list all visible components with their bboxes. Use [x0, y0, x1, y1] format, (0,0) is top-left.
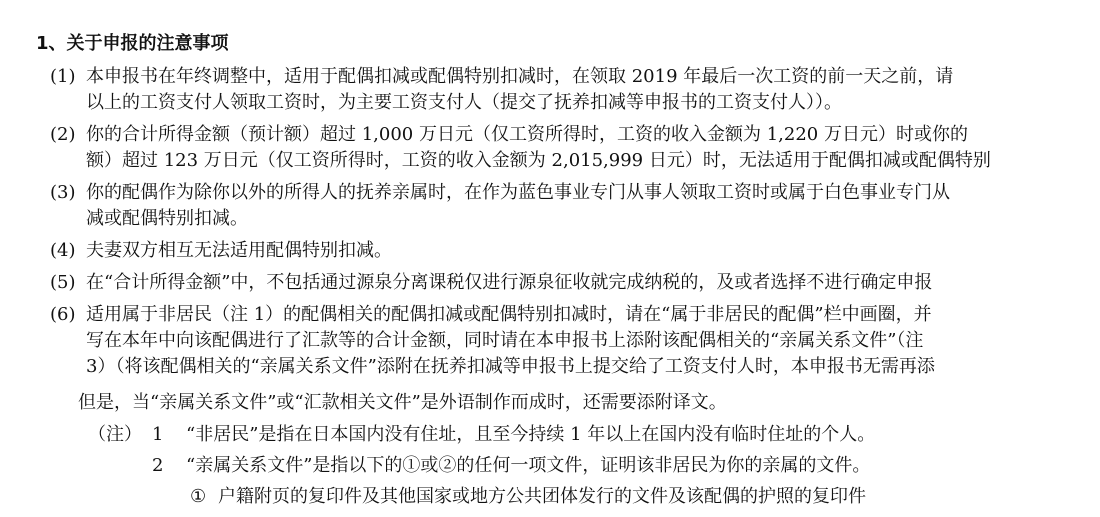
note-number: 1: [152, 424, 164, 445]
item-number: (1): [50, 66, 76, 87]
item-number: (5): [50, 272, 76, 293]
item-number: (6): [50, 304, 76, 325]
note-text: “亲属关系文件”是指以下的①或②的任何一项文件，证明该非居民为你的亲属的文件。: [186, 455, 871, 476]
item-text-line: 夫妻双方相互无法适用配偶特别扣减。: [86, 240, 392, 261]
note-sub-mark: ①: [190, 486, 207, 507]
item-text-line: 你的配偶作为除你以外的所得人的抚养亲属时，在作为蓝色事业专门从事人领取工资时或属于白色事业专门从: [86, 182, 950, 203]
item-text-line: 在“合计所得金额”中，不包括通过源泉分离课税仅进行源泉征收就完成纳税的，及或者选择不进行确定申报: [86, 272, 933, 293]
note-number: 2: [152, 455, 164, 476]
item-text-line: 本申报书在年终调整中，适用于配偶扣减或配偶特别扣减时，在领取 2019 年最后一次工资的前一天之前，请: [86, 66, 954, 87]
item-text-line: 减或配偶特别扣减。: [86, 208, 248, 229]
item-text-line: 适用属于非居民（注 1）的配偶相关的配偶扣减或配偶特别扣减时，请在“属于非居民的配偶”栏中画圈，并: [86, 304, 932, 325]
item-number: (4): [50, 240, 76, 261]
item-text-line: 但是，当“亲属关系文件”或“汇款相关文件”是外语制作而成时，还需要添附译文。: [78, 392, 727, 413]
item-number: (2): [50, 124, 76, 145]
section-heading: 1、关于申报的注意事项: [36, 33, 229, 54]
item-text-line: 你的合计所得金额（预计额）超过 1,000 万日元（仅工资所得时，工资的收入金额为 1,220 万日元）时或你的: [86, 124, 968, 145]
item-text-line: 写在本年中向该配偶进行了汇款等的合计金额，同时请在本申报书上添附该配偶相关的“亲属关系文件”（注: [86, 330, 924, 351]
note-text: “非居民”是指在日本国内没有住址，且至今持续 1 年以上在国内没有临时住址的个人。: [186, 424, 876, 445]
item-text-line: 3）（将该配偶相关的“亲属关系文件”添附在抚养扣减等申报书上提交给了工资支付人时，本申报书无需再添: [86, 356, 935, 377]
item-text-line: 额）超过 123 万日元（仅工资所得时，工资的收入金额为 2,015,999 日元）时，无法适用于配偶扣减或配偶特别: [86, 150, 991, 171]
item-number: (3): [50, 182, 76, 203]
note-sub-text: 户籍附页的复印件及其他国家或地方公共团体发行的文件及该配偶的护照的复印件: [218, 486, 866, 507]
item-text-line: 以上的工资支付人领取工资时，为主要工资支付人（提交了抚养扣减等申报书的工资支付人））。: [86, 92, 842, 113]
note-label: （注）: [88, 424, 142, 445]
